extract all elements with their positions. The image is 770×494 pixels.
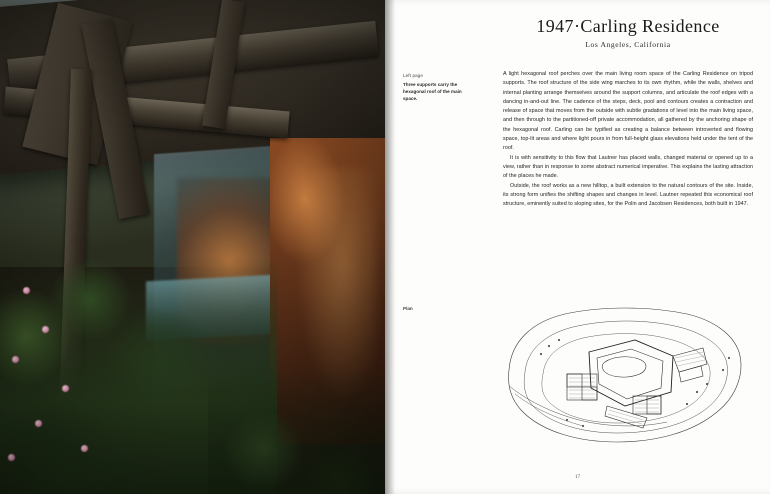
page-subtitle: Los Angeles, California [585, 40, 671, 49]
right-page-text [385, 0, 770, 494]
site-plan-drawing [497, 300, 753, 452]
body-paragraph: A light hexagonal roof perches over the main living room space of the Carling Residence on tripod supports. The roof structure of the side wing marches to its own rhythm, while the walls, shelves and internal planting arrange themselves around the support columns, and articulate the roof edges with a dancing in-and-out line. The cadence of the steps, deck, pool and contours creates a contraction and release of space that moves from the outside with subtle gradations of level into the main living space, and then through to the partitioned-off private accommodation, all gathered by the anchoring shape of the hexagonal roof. Carling can be typified as creating a balance between introverted and flowing space, top-lit areas and where light pours in from full-height glass elevations held under the tent of the roof. [503, 71, 753, 152]
site-plan-svg [497, 300, 753, 452]
body-text-column [503, 70, 753, 209]
page-title-block [503, 16, 753, 49]
book-gutter-shadow [385, 0, 395, 494]
body-paragraph: Outside, the roof works as a new hilltop, a built extension to the natural contours of the site. Inside, its strong form unifies the shifting shapes and changes in level. Lautner repeated this economical roof structure, eminently suited to sloping sites, for the Polin and Jacobsen Residences, both built in 1947. [503, 182, 753, 208]
plan-label: Plan [403, 306, 413, 311]
page-title: 1947·Carling Residence [536, 16, 720, 36]
body-paragraph: It is with sensitivity to this flow that Lautner has placed walls, changed material or opened up to a view, rather than in response to some abstract numerical imperative. This explains the lasting attraction of the places he made. [503, 154, 753, 180]
page-number: 17 [575, 475, 580, 480]
caption-text: Three supports carry the hexagonal roof of the main space. [403, 82, 462, 102]
figure-caption [403, 72, 475, 102]
caption-lead: Left page [403, 73, 424, 78]
